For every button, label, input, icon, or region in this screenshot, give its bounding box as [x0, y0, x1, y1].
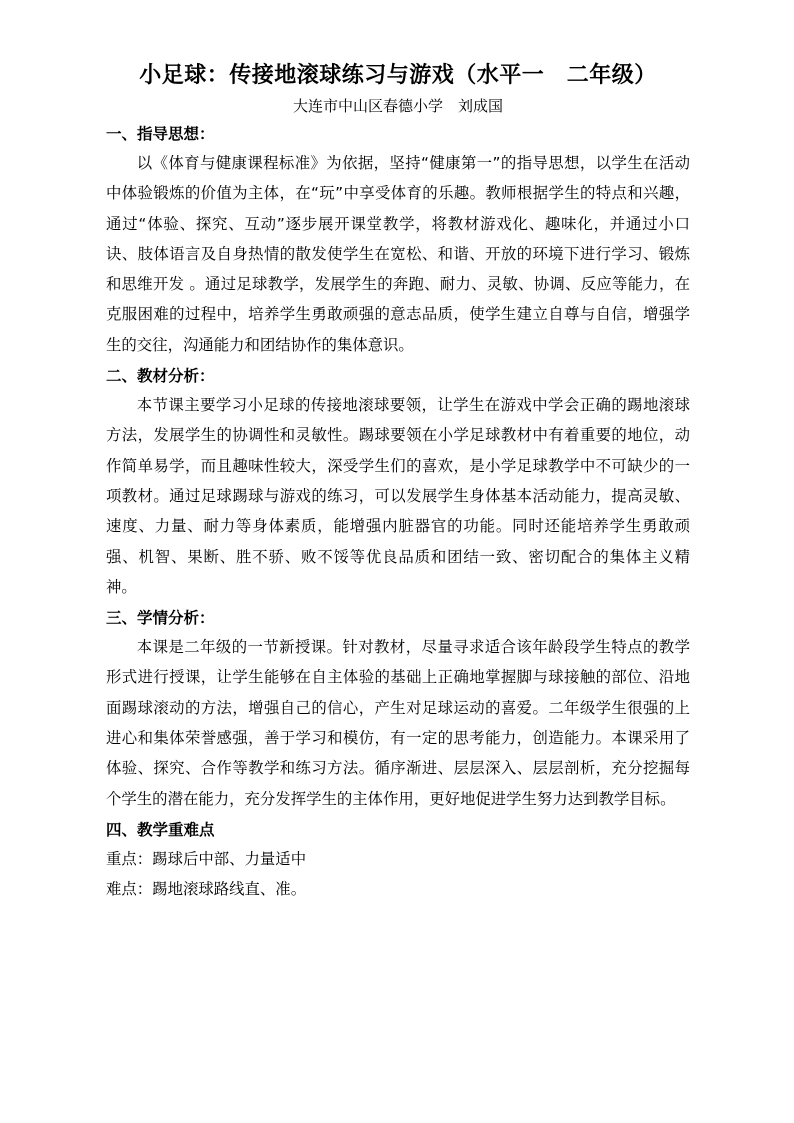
- section-heading: 一、指导思想：: [106, 124, 215, 143]
- section-key-difficult-points: [106, 815, 690, 904]
- section-student-analysis: [106, 603, 690, 814]
- difficulty-line: 难点：踢地滚球路线直、准。: [106, 879, 307, 898]
- section-heading: 四、教学重难点: [106, 819, 215, 839]
- section-paragraph: 本节课主要学习小足球的传接地滚球要领，让学生在游戏中学会正确的踢地滚球方法，发展学生的协调性和灵敏性。踢球要领在小学足球教材中有着重要的地位，动作简单易学，而且趣味性较大，深受学生们的喜欢，是小学足球教学中不可缺少的一项教材。通过足球踢球与游戏的练习，可以发展学生身体基本活动能力，提高灵敏、速度、力量、耐力等身体素质，能增强内脏器官的功能。同时还能培养学生勇敢顽强、机智、果断、胜不骄、败不馁等优良品质和团结一致、密切配合的集体主义精神。: [106, 396, 690, 596]
- section-paragraph: 本课是二年级的一节新授课。针对教材，尽量寻求适合该年龄段学生特点的教学形式进行授课，让学生能够在自主体验的基础上正确地掌握脚与球接触的部位、沿地面踢球滚动的方法，增强自己的信心，产生对足球运动的喜爱。二年级学生很强的上进心和集体荣誉感强，善于学习和模仿，有一定的思考能力，创造能力。本课采用了体验、探究、合作等教学和练习方法。循序渐进、层层深入、层层剖析，充分挖掘每个学生的潜在能力，充分发挥学生的主体作用，更好地促进学生努力达到教学目标。: [106, 638, 690, 808]
- section-heading: 二、教材分析：: [106, 366, 215, 386]
- key-point-line: 重点：踢球后中部、力量适中: [106, 849, 307, 868]
- page-title: 小足球：传接地滚球练习与游戏（水平一 二年级）: [139, 62, 657, 88]
- section-heading: 三、学情分析：: [106, 608, 215, 628]
- author-line: 大连市中山区春德小学 刘成国: [292, 97, 503, 115]
- section-material-analysis: [106, 361, 690, 602]
- document-page: [106, 58, 690, 904]
- section-guiding-ideology: [106, 119, 690, 360]
- section-paragraph: 以《体育与健康课程标准》为依据，坚持“健康第一”的指导思想，以学生在活动中体验锻炼的价值为主体，在“玩”中享受体育的乐趣。教师根据学生的特点和兴趣，通过“体验、探究、互动”逐步展开课堂教学，将教材游戏化、趣味化，并通过小口诀、肢体语言及自身热情的散发使学生在宽松、和谐、开放的环境下进行学习、锻炼和思维开发 。通过足球教学，发展学生的奔跑、耐力、灵敏、协调、反应等能力，在克服困难的过程中，培养学生勇敢顽强的意志品质，使学生建立自尊与自信，增强学生的交往，沟通能力和团结协作的集体意识。: [106, 154, 690, 354]
